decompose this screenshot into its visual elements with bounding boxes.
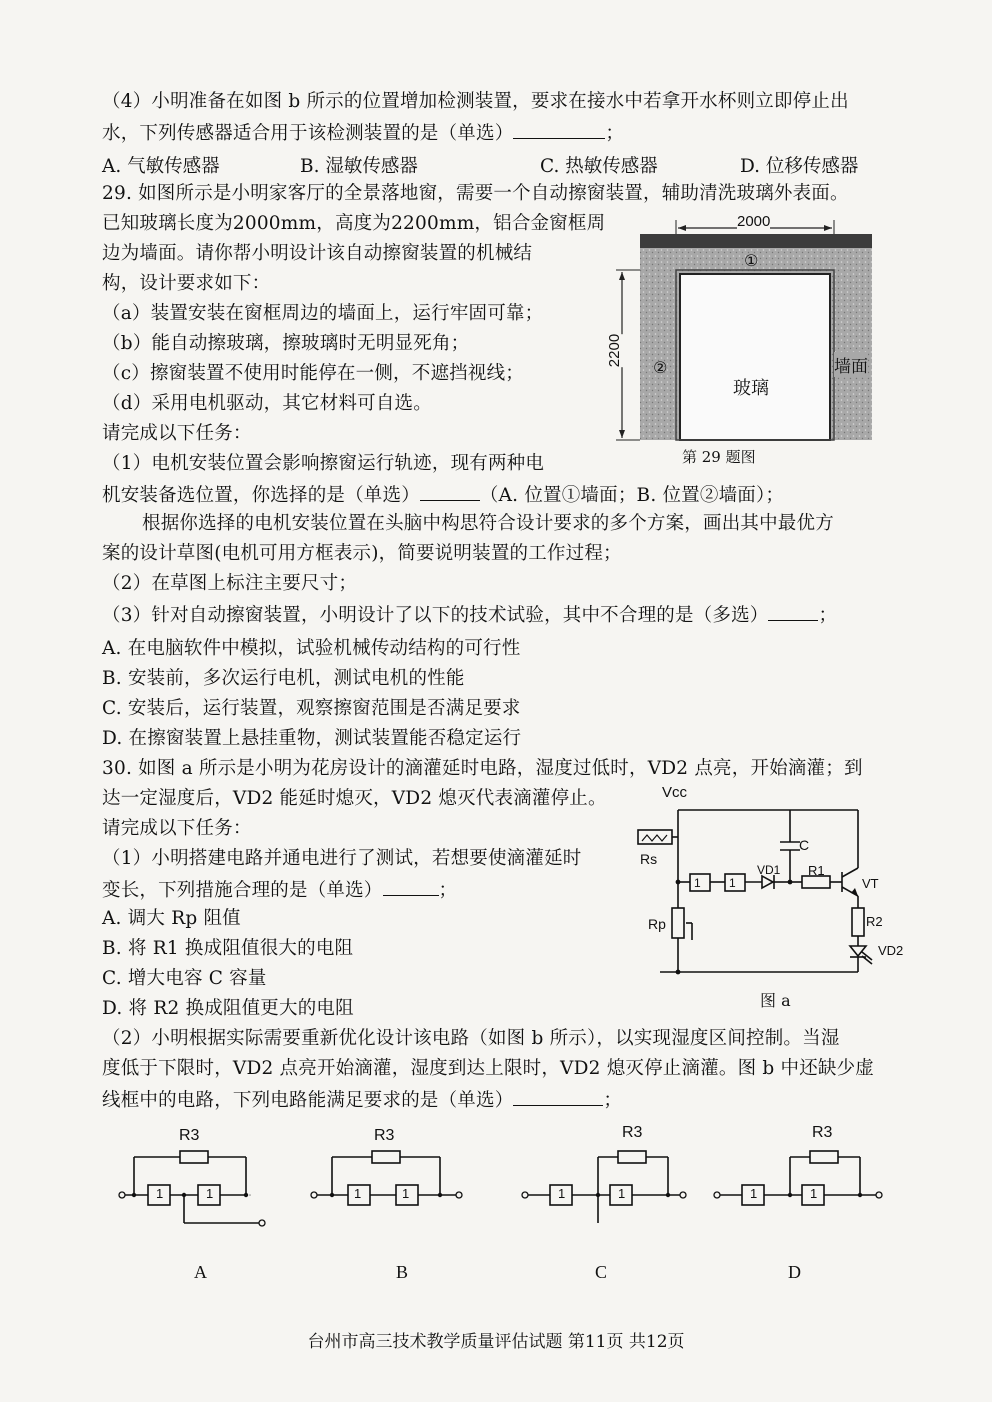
vd1-label: VD1 [757,863,781,877]
q29-task2: （2）在草图上标注主要尺寸； [102,573,358,594]
answer-blank[interactable] [513,1087,603,1106]
r3-label-a: R3 [179,1127,200,1144]
q30-task2-line1: （2）小明根据实际需要重新优化设计该电路（如图 b 所示），以实现湿度区间控制。当湿 [102,1028,840,1049]
vd2-label: VD2 [878,943,904,958]
figure-a-caption: 图 a [760,991,791,1010]
rs-label: Rs [640,851,658,867]
q29-task1-line2: 机安装备选位置，你选择的是（单选） （A. 位置①墙面；B. 位置②墙面）； [102,482,784,508]
q29-stem-line4: 构，设计要求如下： [102,273,271,294]
q30-option-a: A. 调大 Rp 阻值 [102,908,241,929]
circuit-option-a-label: A [194,1262,207,1282]
gate-label: 1 [206,1186,214,1201]
answer-blank[interactable] [768,602,818,621]
q30-option-c: C. 增大电容 C 容量 [102,968,267,989]
circuit-option-b-label: B [396,1262,409,1282]
q29-option-a: A. 在电脑软件中模拟，试验机械传动结构的可行性 [102,638,521,659]
q29-stem-line1: 29. 如图所示是小明家客厅的全景落地窗，需要一个自动擦窗装置，辅助清洗玻璃外表面。 [102,183,849,204]
gate-2-label: 1 [729,876,736,890]
answer-blank[interactable] [383,877,439,896]
gate-label: 1 [750,1186,758,1201]
q28-option-a: A. 气敏传感器 [102,156,220,177]
answer-blank[interactable] [420,482,480,501]
r2-label: R2 [866,914,883,929]
position-1-marker: ① [744,253,759,270]
page-footer: 台州市高三技术教学质量评估试题 第11页 共12页 [307,1332,685,1352]
q29-option-c: C. 安装后，运行装置，观察擦窗范围是否满足要求 [102,698,521,719]
r3-label-d: R3 [812,1124,833,1141]
figure-29-caption: 第 29 题图 [682,448,756,466]
r3-label-c: R3 [622,1124,643,1141]
height-label: 2200 [606,333,624,368]
gate-label: 1 [810,1186,818,1201]
gate-label: 1 [618,1186,626,1201]
vt-label: VT [862,876,879,891]
q30-stem-line1: 30. 如图 a 所示是小明为花房设计的滴灌延时电路，湿度过低时，VD2 点亮，开始滴灌；到 [102,758,863,779]
q29-stem-line2: 已知玻璃长度为2000mm，高度为2200mm，铝合金窗框周 [102,213,606,234]
q29-task3: （3）针对自动擦窗装置，小明设计了以下的技术试验，其中不合理的是（多选） ； [102,602,837,628]
answer-blank[interactable] [513,120,605,139]
gate-label: 1 [558,1186,566,1201]
q29-option-d: D. 在擦窗装置上悬挂重物，测试装置能否稳定运行 [102,728,522,749]
q30-option-b: B. 将 R1 换成阻值很大的电阻 [102,938,354,959]
gate-label: 1 [156,1186,164,1201]
position-2-marker: ② [653,360,668,377]
r1-label: R1 [808,863,825,878]
q29-task1-line1: （1）电机安装位置会影响擦窗运行轨迹，现有两种电 [102,453,545,474]
q28-option-c: C. 热敏传感器 [540,156,658,177]
q28-4-line1: （4）小明准备在如图 b 所示的位置增加检测装置，要求在接水中若拿开水杯则立即停止出 [102,91,849,112]
q28-4-line2: 水，下列传感器适合用于该检测装置的是（单选） ； [102,120,624,146]
q30-task2-line2: 度低于下限时，VD2 点亮开始滴灌，湿度到达上限时，VD2 熄灭停止滴灌。图 b 中还缺少虚 [102,1058,874,1079]
q29-tasks-heading: 请完成以下任务： [102,423,252,444]
q29-req-a: （a）装置安装在窗框周边的墙面上，运行牢固可靠； [102,303,544,324]
r3-label-b: R3 [374,1127,395,1144]
circuit-option-c-label: C [595,1262,608,1282]
q29-req-b: （b）能自动擦玻璃，擦玻璃时无明显死角； [102,333,470,354]
circuit-option-d-label: D [788,1262,801,1282]
q29-option-b: B. 安装前，多次运行电机，测试电机的性能 [102,668,465,689]
q30-option-d: D. 将 R2 换成阻值更大的电阻 [102,998,354,1019]
q28-option-b: B. 湿敏传感器 [300,156,418,177]
q29-para2: 案的设计草图(电机可用方框表示)，简要说明装置的工作过程； [102,543,622,564]
circuit-figure-a [630,790,920,1000]
q29-para1: 根据你选择的电机安装位置在头脑中构思符合设计要求的多个方案，画出其中最优方 [142,513,834,534]
c-label: C [799,837,810,853]
gate-1-label: 1 [694,876,701,890]
q29-stem-line3: 边为墙面。请你帮小明设计该自动擦窗装置的机械结 [102,243,533,264]
q30-task1-line2: 变长，下列措施合理的是（单选） ； [102,877,457,903]
q30-tasks-heading: 请完成以下任务： [102,818,252,839]
q30-task2-line3: 线框中的电路，下列电路能满足要求的是（单选） ； [102,1087,622,1113]
q29-req-d: （d）采用电机驱动，其它材料可自选。 [102,393,432,414]
width-label: 2000 [737,213,771,230]
q30-stem-line2: 达一定湿度后，VD2 能延时熄灭，VD2 熄灭代表滴灌停止。 [102,788,607,809]
q28-option-d: D. 位移传感器 [740,156,859,177]
vcc-label: Vcc [662,784,688,801]
wall-label: 墙面 [834,352,868,377]
rp-label: Rp [648,916,666,932]
gate-label: 1 [402,1186,410,1201]
answer-circuits [110,1125,890,1235]
q29-req-c: （c）擦窗装置不使用时能停在一侧，不遮挡视线； [102,363,524,384]
gate-label: 1 [354,1186,362,1201]
glass-label: 玻璃 [733,378,769,399]
q30-task1-line1: （1）小明搭建电路并通电进行了测试，若想要使滴灌延时 [102,848,582,869]
